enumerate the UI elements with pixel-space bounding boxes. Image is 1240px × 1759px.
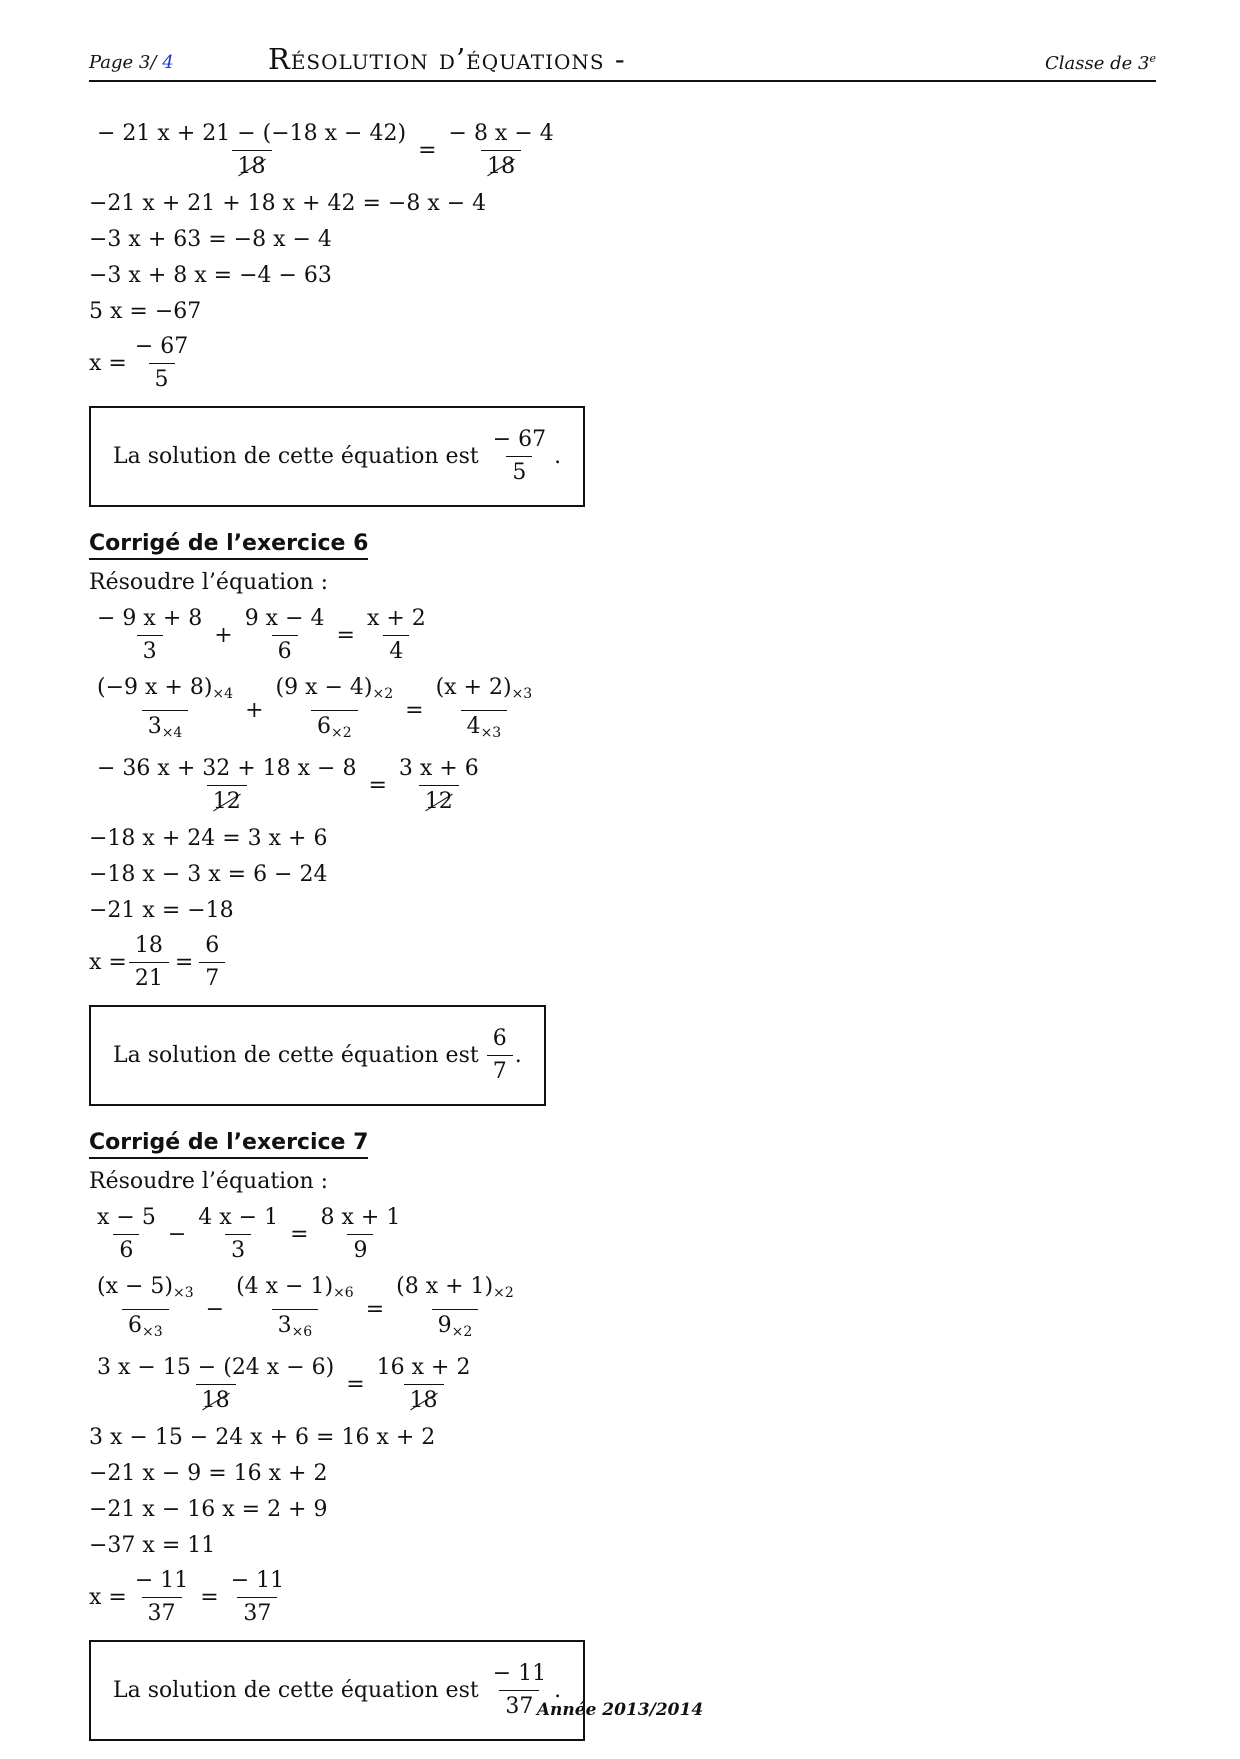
numerator-text: (x + 2) — [435, 675, 512, 700]
fraction — [230, 1273, 360, 1346]
equation-line: −3 x + 8 x = −4 − 63 — [89, 262, 332, 288]
equals-sign: = — [200, 1585, 219, 1610]
equation-line — [89, 120, 1149, 181]
page-content — [89, 120, 1149, 1759]
denominator — [311, 710, 358, 747]
class-label — [1045, 52, 1156, 74]
equals-sign: = — [418, 138, 437, 163]
equation-line: −21 x = −18 — [89, 897, 234, 923]
period: . — [554, 1678, 562, 1703]
page-label: Page 3/ — [89, 52, 157, 73]
equals-sign: = — [336, 623, 355, 648]
equation-line — [89, 1567, 1149, 1628]
multiplier: ×3 — [511, 686, 533, 702]
numerator-text: (9 x − 4) — [275, 675, 373, 700]
numerator: 6 — [492, 1026, 507, 1051]
denominator: 6 — [272, 635, 298, 666]
equation-line — [89, 755, 1149, 816]
multiplier: ×2 — [493, 1285, 514, 1301]
numerator: − 21 x + 21 − (−18 x − 42) — [97, 121, 407, 146]
fraction — [199, 932, 225, 993]
period: . — [514, 1043, 522, 1068]
numerator: − 8 x − 4 — [448, 121, 554, 146]
equation-line: 3 x − 15 − 24 x + 6 = 16 x + 2 — [89, 1424, 436, 1450]
equation-line: 5 x = −67 — [89, 298, 202, 324]
denominator: 3 — [137, 635, 163, 666]
numerator: 16 x + 2 — [376, 1355, 471, 1380]
numerator: − 11 — [230, 1568, 285, 1593]
denominator — [461, 710, 508, 747]
numerator: 8 x + 1 — [320, 1205, 401, 1230]
cancelled-denominator: 18 — [409, 1388, 438, 1413]
denominator: 7 — [199, 962, 225, 993]
denominator — [272, 1309, 319, 1346]
multiplier: ×4 — [212, 686, 234, 702]
solution-text: La solution de cette équation est — [113, 444, 479, 469]
equals-sign: = — [174, 950, 194, 975]
exercise-intro: Résoudre l’équation : — [89, 570, 329, 595]
multiplier: ×2 — [451, 1324, 473, 1340]
denominator — [142, 710, 189, 747]
cancelled-denominator: 12 — [212, 789, 241, 814]
equation-line: −18 x + 24 = 3 x + 6 — [89, 825, 328, 851]
denominator — [432, 1309, 479, 1346]
fraction — [225, 1567, 290, 1628]
fraction — [129, 333, 194, 394]
denominator-text: 3 — [277, 1313, 292, 1338]
page-footer: Année 2013/2014 — [536, 1700, 704, 1720]
section-title-exercise-6: Corrigé de l’exercice 6 — [89, 531, 368, 560]
page-total-link[interactable]: 4 — [162, 52, 174, 73]
class-sup: e — [1149, 52, 1156, 65]
fraction — [91, 605, 208, 666]
document-title: Résolution d’équations - — [268, 42, 626, 76]
equation-line: −18 x − 3 x = 6 − 24 — [89, 861, 328, 887]
multiplier: ×3 — [142, 1324, 163, 1340]
operator: − — [167, 1222, 187, 1247]
numerator-text: (8 x + 1) — [396, 1274, 494, 1299]
equation-line: −21 x − 16 x = 2 + 9 — [89, 1496, 328, 1522]
cancelled-denominator: 18 — [201, 1388, 230, 1413]
numerator: 18 — [134, 933, 163, 958]
denominator — [481, 150, 521, 181]
cancelled-denominator: 12 — [424, 789, 453, 814]
multiplier: ×2 — [372, 686, 394, 702]
denominator-text: 9 — [437, 1313, 452, 1338]
fraction — [91, 674, 239, 747]
operator: + — [214, 623, 233, 648]
equation-line — [89, 932, 1149, 993]
denominator: 21 — [129, 962, 169, 993]
numerator-text: (−9 x + 8) — [97, 675, 213, 700]
denominator: 37 — [237, 1597, 277, 1628]
numerator: − 36 x + 32 + 18 x − 8 — [97, 756, 357, 781]
equals-sign: = — [405, 698, 424, 723]
fraction — [91, 1204, 162, 1265]
denominator — [404, 1384, 444, 1415]
multiplier: ×6 — [333, 1285, 354, 1301]
section-title-exercise-7: Corrigé de l’exercice 7 — [89, 1130, 368, 1159]
denominator: 3 — [225, 1234, 251, 1265]
equals-sign: = — [365, 1297, 385, 1322]
numerator: − 11 — [134, 1568, 189, 1593]
numerator-text: (x − 5) — [97, 1274, 173, 1299]
denominator-text: 6 — [316, 714, 331, 739]
fraction — [443, 120, 560, 181]
equation-line — [89, 1204, 1149, 1265]
numerator: x + 2 — [366, 606, 426, 631]
equation-line — [89, 1354, 1149, 1415]
solution-box — [89, 1640, 585, 1741]
numerator-text: (4 x − 1) — [236, 1274, 334, 1299]
multiplier: ×3 — [173, 1285, 194, 1301]
numerator: 9 x − 4 — [244, 606, 325, 631]
numerator: 3 x + 6 — [398, 756, 479, 781]
fraction — [91, 1354, 340, 1415]
fraction — [371, 1354, 477, 1415]
denominator — [207, 785, 247, 816]
fraction — [393, 755, 485, 816]
equation-line: −3 x + 63 = −8 x − 4 — [89, 226, 332, 252]
equation-line: −21 x − 9 = 16 x + 2 — [89, 1460, 328, 1486]
fraction — [91, 755, 362, 816]
numerator — [91, 1273, 200, 1309]
multiplier: ×4 — [161, 725, 183, 741]
fraction — [430, 674, 539, 747]
equation-line — [89, 1273, 1149, 1346]
numerator: 3 x − 15 − (24 x − 6) — [97, 1355, 335, 1380]
fraction — [270, 674, 400, 747]
denominator — [232, 150, 272, 181]
solution-text: La solution de cette équation est — [113, 1678, 479, 1703]
numerator: 6 — [205, 933, 220, 958]
equals-sign: = — [290, 1222, 309, 1247]
denominator: 7 — [487, 1055, 513, 1086]
fraction — [487, 426, 552, 487]
page-number — [89, 52, 174, 73]
numerator — [430, 674, 539, 710]
denominator — [196, 1384, 236, 1415]
fraction — [239, 605, 331, 666]
multiplier: ×3 — [480, 725, 502, 741]
denominator — [122, 1309, 169, 1346]
numerator: − 67 — [492, 427, 547, 452]
equation-lhs: x = — [89, 1585, 127, 1610]
equation-line — [89, 333, 1149, 394]
numerator: x − 5 — [97, 1205, 156, 1230]
operator: − — [205, 1297, 225, 1322]
operator: + — [245, 698, 264, 723]
fraction — [129, 932, 169, 993]
fraction — [361, 605, 432, 666]
equation-line — [89, 605, 1149, 666]
numerator: − 9 x + 8 — [97, 606, 203, 631]
fraction — [192, 1204, 284, 1265]
fraction — [91, 120, 412, 181]
denominator: 5 — [506, 456, 532, 487]
fraction — [390, 1273, 520, 1346]
class-text: Classe de 3 — [1045, 53, 1150, 74]
denominator-text: 4 — [466, 714, 481, 739]
fraction — [91, 1273, 200, 1346]
equation-lhs: x = — [89, 351, 127, 376]
cancelled-denominator: 18 — [237, 154, 266, 179]
denominator-text: 3 — [147, 714, 162, 739]
denominator: 5 — [149, 363, 175, 394]
multiplier: ×6 — [291, 1324, 313, 1340]
denominator — [419, 785, 459, 816]
denominator: 4 — [383, 635, 409, 666]
cancelled-denominator: 18 — [487, 154, 516, 179]
solution-text: La solution de cette équation est — [113, 1043, 479, 1068]
denominator: 9 — [347, 1234, 373, 1265]
equals-sign: = — [368, 773, 387, 798]
equation-line: −37 x = 11 — [89, 1532, 216, 1558]
equation-lhs: x = — [89, 950, 127, 975]
denominator: 6 — [113, 1234, 139, 1265]
solution-box — [89, 1005, 546, 1106]
equals-sign: = — [346, 1372, 365, 1397]
numerator — [270, 674, 400, 710]
denominator: 37 — [142, 1597, 182, 1628]
equation-line — [89, 674, 1149, 747]
numerator: 4 x − 1 — [198, 1205, 279, 1230]
denominator-text: 6 — [128, 1313, 142, 1338]
fraction — [315, 1204, 407, 1265]
fraction — [487, 1025, 513, 1086]
denominator: 37 — [499, 1690, 539, 1721]
multiplier: ×2 — [330, 725, 352, 741]
period: . — [554, 444, 562, 469]
solution-box — [89, 406, 585, 507]
numerator — [91, 674, 239, 710]
page-header — [89, 42, 1156, 82]
numerator — [230, 1273, 360, 1309]
numerator: − 67 — [134, 334, 189, 359]
fraction — [129, 1567, 194, 1628]
exercise-intro: Résoudre l’équation : — [89, 1169, 329, 1194]
numerator: − 11 — [492, 1661, 547, 1686]
numerator — [390, 1273, 520, 1309]
equation-line: −21 x + 21 + 18 x + 42 = −8 x − 4 — [89, 190, 487, 216]
